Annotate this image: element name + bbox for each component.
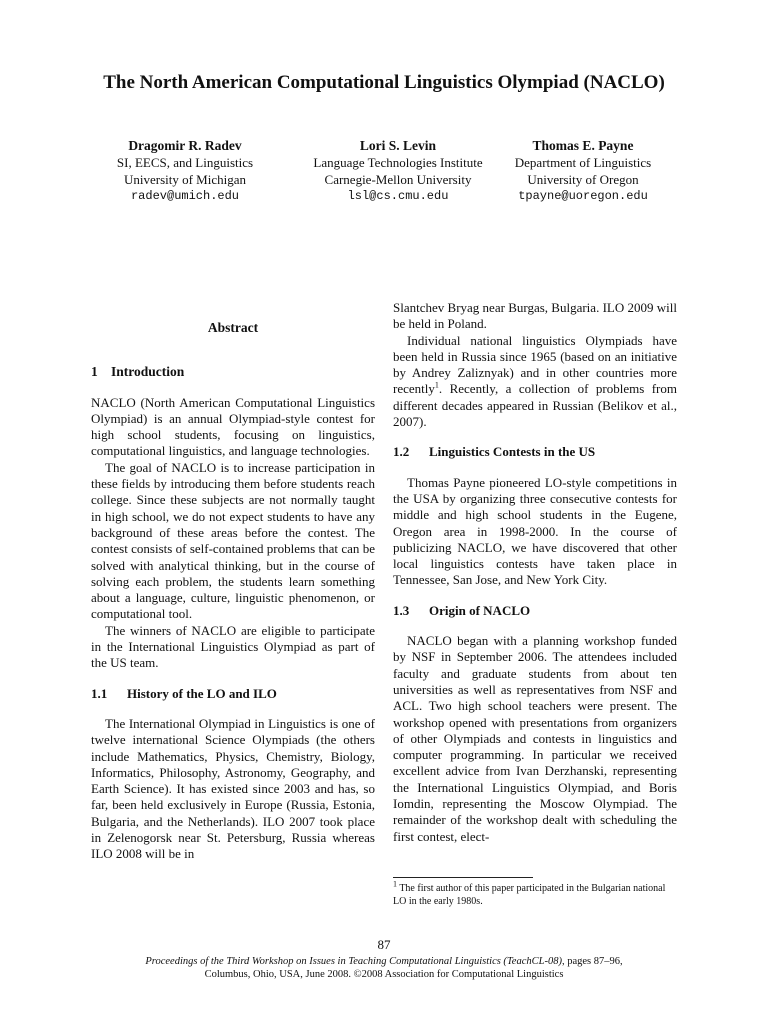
section-number: 1 bbox=[91, 364, 98, 380]
footnote-marker[interactable]: 1 bbox=[434, 381, 439, 391]
author-institution: University of Michigan bbox=[123, 172, 247, 187]
proceedings-line-1 bbox=[0, 955, 768, 968]
paragraph: Thomas Payne pioneered LO-style competitions in the USA by organizing three consecutive contests for middle and high school students in the Eugene, Oregon area in 1998-2000. In the course of publicizing NACLO, we have discovered that other local linguistics contests have taken place in Tennessee, San Jose, and New York City. bbox=[393, 474, 677, 588]
footnote-number: 1 bbox=[393, 879, 397, 889]
proceedings-pages: , pages 87–96, bbox=[561, 956, 623, 967]
author-affiliation: Language Technologies Institute bbox=[313, 155, 483, 170]
paragraph-text: . Recently, a collection of problems from different decades appeared in Russian (Belikov et al., 2007). bbox=[393, 381, 677, 430]
paragraph: The winners of NACLO are eligible to participate in the International Linguistics Olympiad as part of the US team. bbox=[91, 622, 375, 671]
paragraph: NACLO (North American Computational Linguistics Olympiad) is an annual Olympiad-style contest for high school students, focusing on linguistics, computational linguistics, and language technologies. bbox=[91, 394, 375, 459]
proceedings-venue: Proceedings of the Third Workshop on Issues in Teaching Computational Linguistics (TeachCL-08) bbox=[145, 956, 562, 967]
paragraph-text: Individual national linguistics Olympiads have been held in Russia since 1965 (based on an initiative by Andrey Zaliznyak) and in other countries more recently bbox=[393, 332, 677, 397]
subsection-heading bbox=[393, 603, 677, 619]
section-heading bbox=[91, 364, 375, 380]
subsection-number: 1.1 bbox=[91, 685, 108, 701]
author-block bbox=[468, 137, 698, 205]
paragraph: Slantchev Bryag near Burgas, Bulgaria. ILO 2009 will be held in Poland. bbox=[393, 300, 677, 332]
paper-title: The North American Computational Linguistics Olympiad (NACLO) bbox=[103, 72, 665, 93]
author-affiliation: SI, EECS, and Linguistics bbox=[116, 155, 254, 170]
proceedings-line-2: Columbus, Ohio, USA, June 2008. ©2008 Association for Computational Linguistics bbox=[204, 969, 564, 980]
author-email: tpayne@uoregon.edu bbox=[518, 189, 648, 203]
author-affiliation: Department of Linguistics bbox=[514, 155, 652, 170]
subsection-title: Origin of NACLO bbox=[429, 602, 531, 618]
footnote-divider bbox=[393, 877, 533, 878]
subsection-number: 1.2 bbox=[393, 444, 410, 460]
paragraph: The International Olympiad in Linguistics is one of twelve international Science Olympiads (the others include Mathematics, Physics, Chemistry, Biology, Informatics, Philosophy, Astronomy, Geography, and Earth Science). It has existed since 2003 and has, so far, been held exclusively in Europe (Russia, Estonia, Bulgaria, and the Netherlands). ILO 2007 took place in Zelenogorsk near St. Petersburg, Russia whereas ILO 2008 will be in bbox=[91, 715, 375, 862]
right-column bbox=[393, 300, 677, 845]
paragraph: The goal of NACLO is to increase participation in these fields by introducing them before students reach college. Since these subjects are not normally taught in high school, we do not expect students to have any background of these areas before the contest. The contest consists of self-contained problems that can be solved with analytical thinking, but in the course of solving each problem, the students learn something about a language, culture, linguistic phenomenon, or computational tool. bbox=[91, 459, 375, 622]
author-name: Thomas E. Payne bbox=[532, 138, 634, 153]
author-email: radev@umich.edu bbox=[130, 189, 240, 203]
author-name: Dragomir R. Radev bbox=[128, 138, 242, 153]
footnote bbox=[393, 879, 677, 908]
author-block bbox=[70, 137, 300, 205]
author-email: lsl@cs.cmu.edu bbox=[347, 189, 449, 203]
subsection-heading bbox=[91, 686, 375, 702]
subsection-title: Linguistics Contests in the US bbox=[429, 444, 596, 460]
subsection-heading bbox=[393, 444, 677, 460]
footnote-text: The first author of this paper participated in the Bulgarian national LO in the early 1980s. bbox=[393, 883, 666, 907]
subsection-title: History of the LO and ILO bbox=[127, 685, 277, 701]
left-column bbox=[91, 300, 375, 863]
section-title: Introduction bbox=[111, 364, 185, 380]
author-institution: University of Oregon bbox=[527, 172, 639, 187]
abstract-heading: Abstract bbox=[207, 320, 259, 335]
page-number: 87 bbox=[377, 937, 391, 952]
subsection-number: 1.3 bbox=[393, 602, 410, 618]
paragraph: NACLO began with a planning workshop funded by NSF in September 2006. The attendees included faculty and graduate students from about ten universities as well as representatives from NSF and ACL. Two high school teachers were present. The workshop opened with presentations from organizers of other Olympiads and contests in linguistics and computer programming. In particular we received excellent advice from Ivan Derzhanski, representing the International Linguistics Olympiad, and Boris Iomdin, representing the Moscow Olympiad. The remainder of the workshop dealt with scheduling the first contest, elect- bbox=[393, 633, 677, 844]
author-name: Lori S. Levin bbox=[359, 138, 437, 153]
proceedings-footer bbox=[0, 955, 768, 981]
author-institution: Carnegie-Mellon University bbox=[324, 172, 472, 187]
paragraph bbox=[393, 333, 677, 431]
